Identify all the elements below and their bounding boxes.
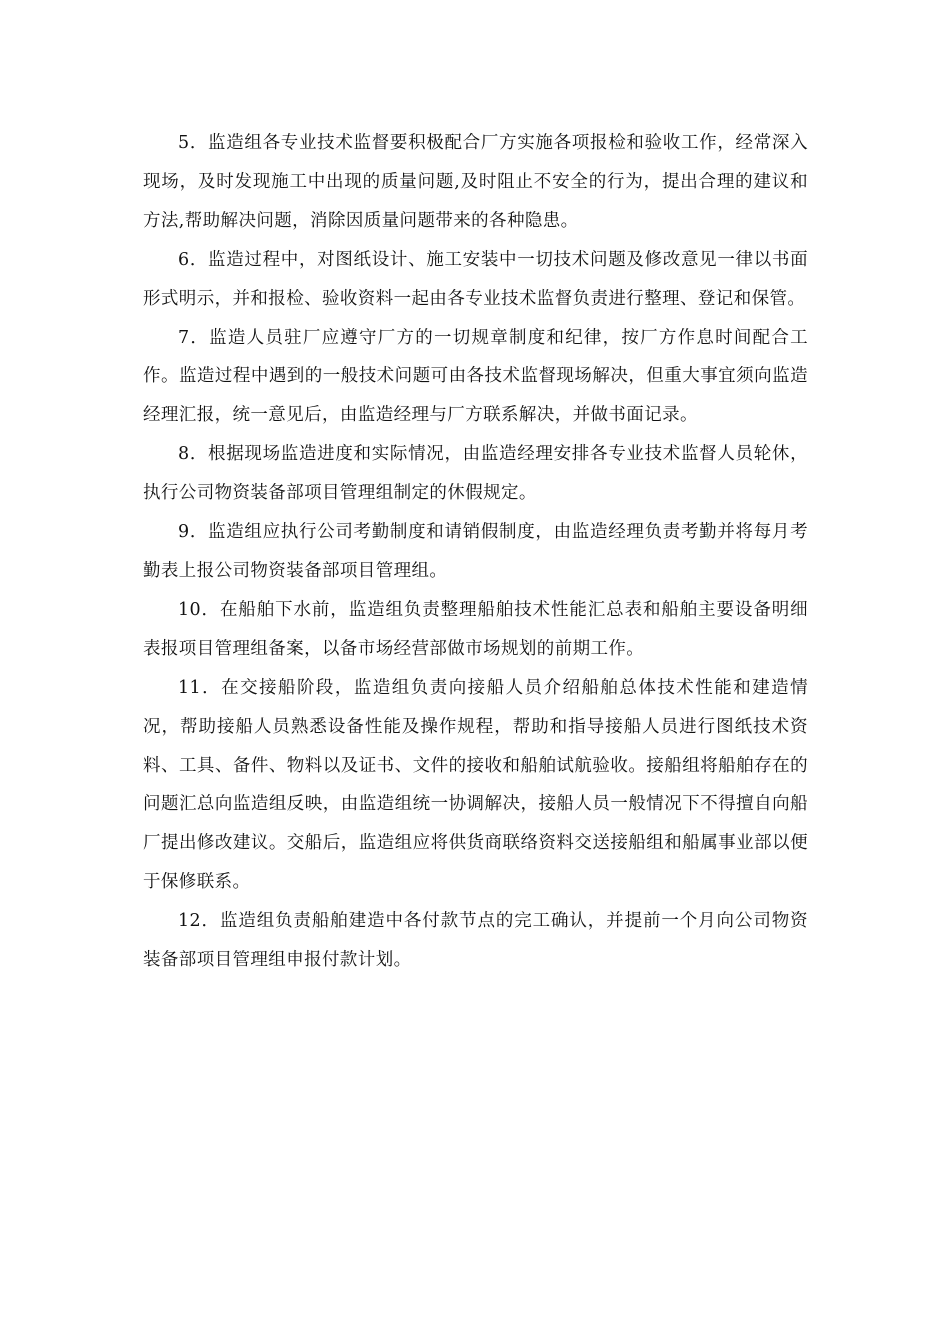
- paragraph-item-9: 9．监造组应执行公司考勤制度和请销假制度，由监造经理负责考勤并将每月考勤表上报公司物资装备部项目管理组。: [143, 522, 808, 581]
- paragraph-item-7: 7．监造人员驻厂应遵守厂方的一切规章制度和纪律，按厂方作息时间配合工作。监造过程中遇到的一般技术问题可由各技术监督现场解决，但重大事宜须向监造经理汇报，统一意见后，由监造经理与厂方联系解决，并做书面记录。: [143, 327, 808, 426]
- paragraph-item-6: 6．监造过程中，对图纸设计、施工安装中一切技术问题及修改意见一律以书面形式明示，并和报检、验收资料一起由各专业技术监督负责进行整理、登记和保管。: [143, 249, 808, 309]
- paragraph-item-5: 5．监造组各专业技术监督要积极配合厂方实施各项报检和验收工作，经常深入现场，及时发现施工中出现的质量问题,及时阻止不安全的行为，提出合理的建议和方法,帮助解决问题，消除因质量问题带来的各种隐患。: [143, 133, 808, 231]
- paragraph-item-8: 8．根据现场监造进度和实际情况，由监造经理安排各专业技术监督人员轮休，执行公司物资装备部项目管理组制定的休假规定。: [143, 444, 808, 504]
- document-body: [143, 124, 808, 980]
- paragraph-item-11: 11．在交接船阶段，监造组负责向接船人员介绍船舶总体技术性能和建造情况，帮助接船人员熟悉设备性能及操作规程，帮助和指导接船人员进行图纸技术资料、工具、备件、物料以及证书、文件的接收和船舶试航验收。接船组将船舶存在的问题汇总向监造组反映，由监造组统一协调解决，接船人员一般情况下不得擅自向船厂提出修改建议。交船后，监造组应将供货商联络资料交送接船组和船属事业部以便于保修联系。: [143, 677, 808, 893]
- paragraph-item-10: 10．在船舶下水前，监造组负责整理船舶技术性能汇总表和船舶主要设备明细表报项目管理组备案，以备市场经营部做市场规划的前期工作。: [143, 599, 808, 659]
- paragraph-item-12: 12．监造组负责船舶建造中各付款节点的完工确认，并提前一个月向公司物资装备部项目管理组申报付款计划。: [143, 911, 808, 971]
